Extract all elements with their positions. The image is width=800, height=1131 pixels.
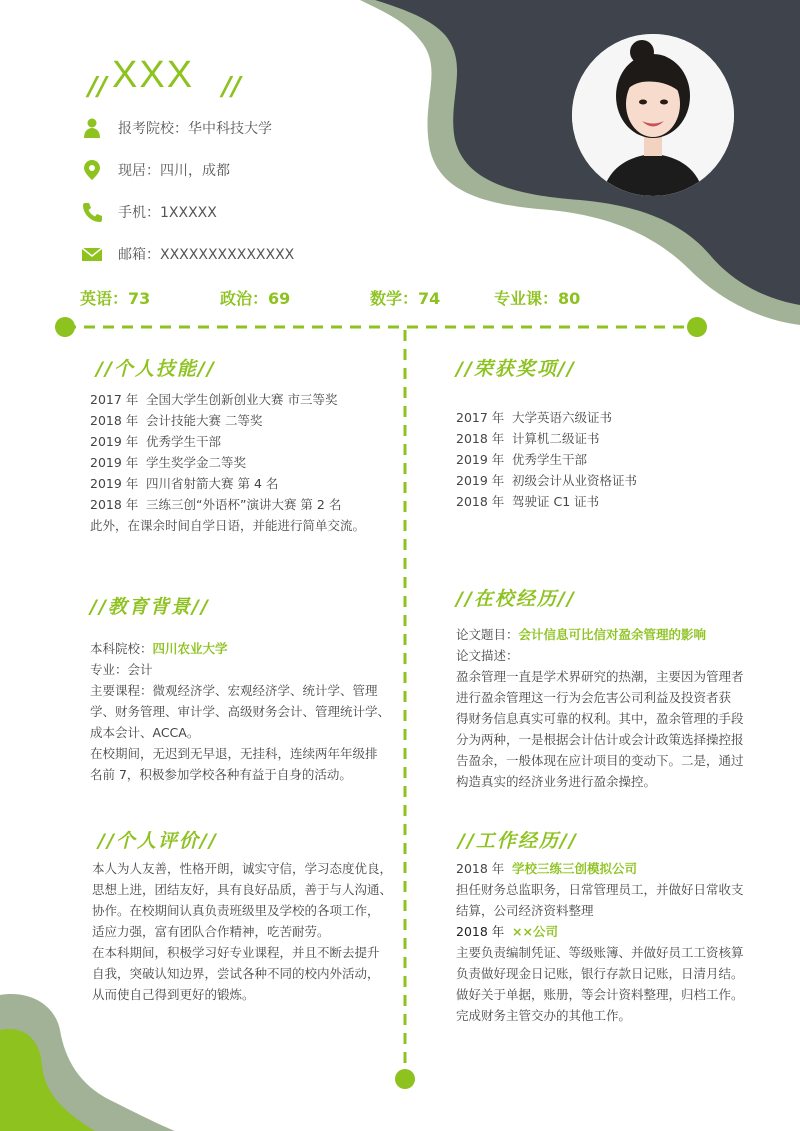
- list-item: 2019 年 优秀学生干部: [456, 452, 588, 467]
- education-school-line: 名前 7，积极参加学校各种有益于自身的活动。: [90, 767, 352, 782]
- list-item: 2019 年 优秀学生干部: [90, 434, 222, 449]
- thesis-desc-line: 分为两种，一是根据会计估计或会计政策选择操控报: [456, 732, 744, 747]
- thesis-desc-label: 论文描述：: [456, 648, 519, 663]
- job2-line: 负责做好现金日记账，银行存款日记账，日清月结。: [456, 966, 744, 981]
- job1-line: 担任财务总监职务，日常管理员工，并做好日常收支: [456, 882, 744, 897]
- mail-icon: [80, 242, 104, 266]
- contact-school-text: 报考院校：华中科技大学: [118, 121, 272, 137]
- score-math: 数学：74: [370, 289, 441, 308]
- timeline-dot-left: [55, 317, 75, 337]
- list-item: 2019 年 四川省射箭大赛 第 4 名: [90, 476, 279, 491]
- list-item: 2018 年 驾驶证 C1 证书: [456, 494, 600, 509]
- campus-content: [456, 624, 744, 792]
- list-item: 2018 年 会计技能大赛 二等奖: [90, 413, 263, 428]
- list-item: 2017 年 全国大学生创新创业大赛 市三等奖: [90, 392, 338, 407]
- education-courses-line: 学、财务管理、审计学、高级财务会计、管理统计学、: [90, 704, 391, 719]
- thesis-desc-line: 进行盈余管理这一行为会危害公司利益及投资者获: [456, 690, 732, 705]
- thesis-desc-line: 盈余管理一直是学术界研究的热潮，主要因为管理者: [456, 669, 744, 684]
- timeline-dot-right: [687, 317, 707, 337]
- evaluation-line: 在本科期间，积极学习好专业课程，并且不断去提升: [92, 945, 380, 960]
- job1-line: 结算，公司经济资料整理: [456, 903, 594, 918]
- section-title-campus: //在校经历//: [456, 588, 576, 610]
- section-title-education: //教育背景//: [90, 596, 210, 618]
- section-title-work: //工作经历//: [458, 830, 578, 852]
- section-title-evaluation: //个人评价//: [98, 830, 218, 852]
- evaluation-content: [92, 858, 392, 1005]
- job2-line: 做好关于单据，账册，等会计资料整理，归档工作。: [456, 987, 744, 1002]
- education-courses-line: 成本会计、ACCA。: [90, 725, 200, 740]
- section-title-skills: //个人技能//: [96, 358, 216, 380]
- thesis-desc-line: 告盈余，一般体现在应计项目的变动下。二是，通过: [456, 753, 744, 768]
- name-slash-left: //: [88, 72, 107, 102]
- timeline-dot-bottom: [395, 1069, 415, 1089]
- contact-email-text: 邮箱：XXXXXXXXXXXXXX: [118, 247, 295, 263]
- list-item: 2017 年 大学英语六级证书: [456, 410, 613, 425]
- profile-photo: [572, 34, 734, 196]
- awards-list: [456, 407, 637, 512]
- contact-email: [80, 242, 294, 266]
- work-content: [456, 858, 744, 1026]
- education-courses-line: 主要课程：微观经济学、宏观经济学、统计学、管理: [90, 683, 378, 698]
- list-item: 2018 年 计算机二级证书: [456, 431, 600, 446]
- score-english: 英语：73: [80, 289, 151, 308]
- education-school-line: 在校期间，无迟到无早退，无挂科，连续两年年级排: [90, 746, 378, 761]
- evaluation-line: 协作。在校期间认真负责班级里及学校的各项工作，: [92, 903, 380, 918]
- candidate-name: XXX: [112, 54, 195, 96]
- list-item: 2019 年 学生奖学金二等奖: [90, 455, 247, 470]
- evaluation-line: 本人为人友善，性格开朗，诚实守信，学习态度优良，: [92, 861, 393, 876]
- contact-residence: [80, 158, 230, 182]
- contact-phone: [80, 200, 217, 224]
- thesis-desc-line: 得财务信息真实可靠的权利。其中，盈余管理的手段: [456, 711, 744, 726]
- contact-phone-text: 手机：1XXXXX: [118, 205, 217, 221]
- phone-icon: [80, 200, 104, 224]
- skills-note: 此外，在课余时间自学日语，并能进行简单交流。: [90, 518, 366, 533]
- job2-line: 主要负责编制凭证、等级账簿、并做好员工工资核算: [456, 945, 744, 960]
- job2-line: 完成财务主管交办的其他工作。: [456, 1008, 632, 1023]
- list-item: 2019 年 初级会计从业资格证书: [456, 473, 638, 488]
- job2-header: 2018 年 ××公司: [456, 924, 558, 939]
- skills-list: [90, 389, 365, 536]
- score-major: 专业课：80: [494, 289, 581, 308]
- education-content: [90, 638, 390, 785]
- score-politics: 政治：69: [220, 289, 291, 308]
- section-title-awards: //荣获奖项//: [456, 358, 576, 380]
- location-pin-icon: [80, 158, 104, 182]
- person-icon: [80, 116, 104, 140]
- education-major: 专业：会计: [90, 662, 153, 677]
- evaluation-line: 自我，突破认知边界，尝试各种不同的校内外活动，: [92, 966, 380, 981]
- list-item: 2018 年 三练三创“外语杯”演讲大赛 第 2 名: [90, 497, 342, 512]
- job1-header: 2018 年 学校三练三创模拟公司: [456, 861, 638, 876]
- thesis-title: 论文题目：会计信息可比信对盈余管理的影响: [456, 627, 707, 642]
- evaluation-line: 适应力强，富有团队合作精神，吃苦耐劳。: [92, 924, 330, 939]
- thesis-desc-line: 构造真实的经济业务进行盈余操控。: [456, 774, 657, 789]
- evaluation-line: 从而使自己得到更好的锻炼。: [92, 987, 255, 1002]
- evaluation-line: 思想上进，团结友好，具有良好品质，善于与人沟通、: [92, 882, 393, 897]
- education-school: 本科院校：四川农业大学: [90, 641, 228, 656]
- contact-school: [80, 116, 272, 140]
- contact-residence-text: 现居：四川，成都: [118, 163, 230, 179]
- name-slash-right: //: [222, 72, 241, 102]
